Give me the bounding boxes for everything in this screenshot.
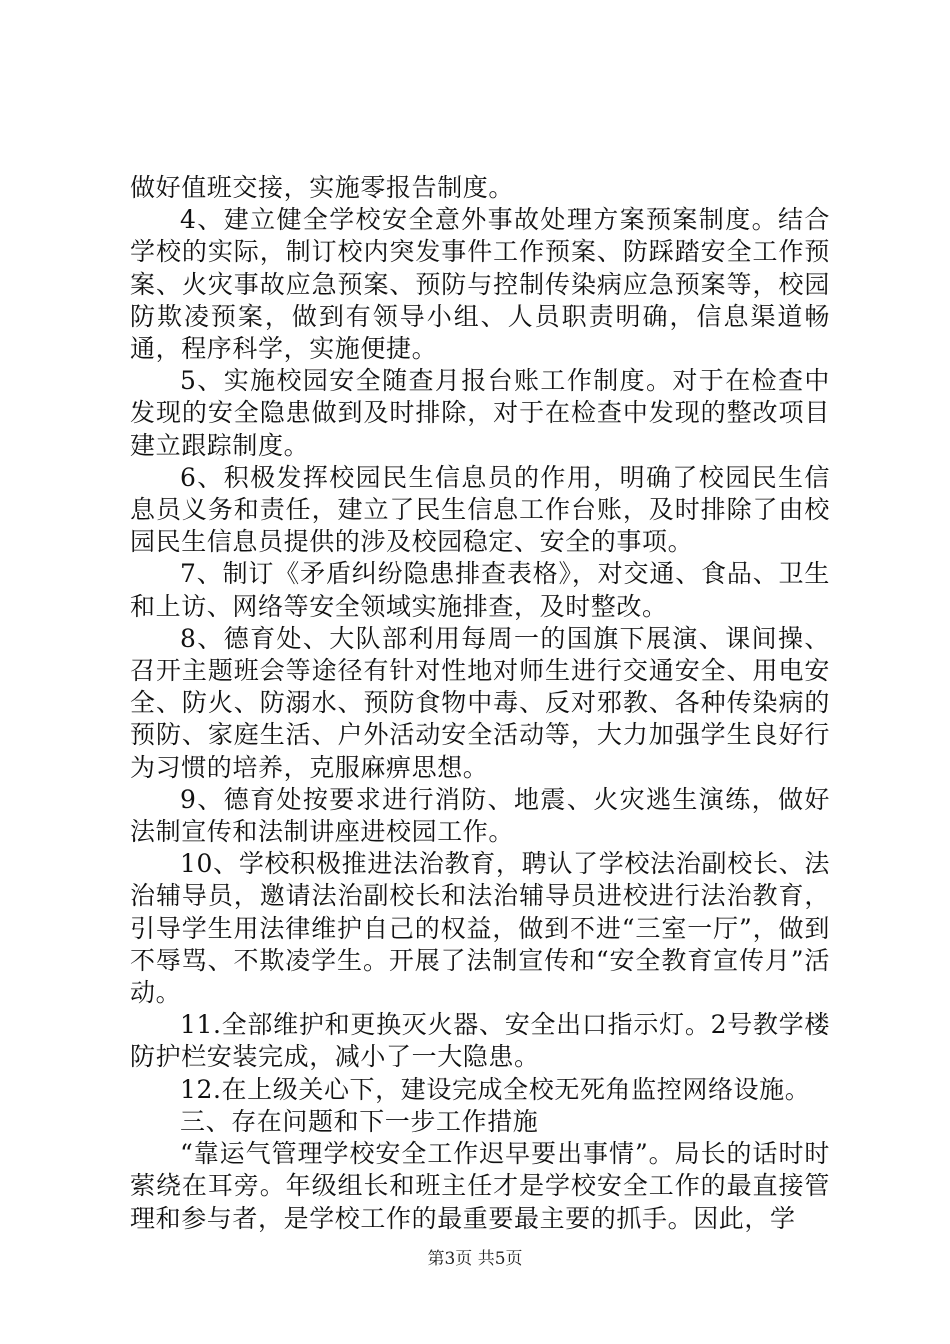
document-body	[130, 172, 830, 1235]
paragraph-3: 5、实施校园安全随查月报台账工作制度。对于在检查中发现的安全隐患做到及时排除，对于在检查中发现的整改项目建立跟踪制度。	[130, 366, 830, 460]
page-number-label: 第3页 共5页	[427, 1249, 523, 1269]
section-heading: 三、存在问题和下一步工作措施	[180, 1106, 539, 1136]
paragraph-6: 8、德育处、大队部利用每周一的国旗下展演、课间操、召开主题班会等途径有针对性地对师生进行交通安全、用电安全、防火、防溺水、预防食物中毒、反对邪教、各种传染病的预防、家庭生活、户外活动安全活动等，大力加强学生良好行为习惯的培养，克服麻痹思想。	[130, 623, 830, 782]
paragraph-8: 10、学校积极推进法治教育，聘认了学校法治副校长、法治辅导员，邀请法治副校长和法治辅导员进校进行法治教育，引导学生用法律维护自己的权益，做到不进“三室一厅”，做到不辱骂、不欺凌学生。开展了法制宣传和“安全教育宣传月”活动。	[130, 849, 830, 1008]
paragraph-4: 6、积极发挥校园民生信息员的作用，明确了校园民生信息员义务和责任，建立了民生信息工作台账，及时排除了由校园民生信息员提供的涉及校园稳定、安全的事项。	[130, 462, 830, 557]
paragraph-2: 4、建立健全学校安全意外事故处理方案预案制度。结合学校的实际，制订校内突发事件工作预案、防踩踏安全工作预案、火灾事故应急预案、预防与控制传染病应急预案等，校园防欺凌预案，做到有领导小组、人员职责明确，信息渠道畅通，程序科学，实施便捷。	[130, 205, 830, 364]
paragraph-7: 9、德育处按要求进行消防、地震、火灾逃生演练，做好法制宣传和法制讲座进校园工作。	[130, 784, 830, 847]
paragraph-11: “靠运气管理学校安全工作迟早要出事情”。局长的话时时萦绕在耳旁。年级组长和班主任才是学校安全工作的最直接管理和参与者，是学校工作的最重要最主要的抓手。因此，学	[130, 1139, 830, 1233]
page-footer	[0, 1244, 950, 1269]
paragraph-10: 12.在上级关心下，建设完成全校无死角监控网络设施。	[180, 1074, 811, 1104]
paragraph-1: 做好值班交接，实施零报告制度。	[130, 173, 515, 202]
paragraph-9: 11.全部维护和更换灭火器、安全出口指示灯。2号教学楼防护栏安装完成，减小了一大隐患。	[130, 1010, 830, 1072]
paragraph-5: 7、制订《矛盾纠纷隐患排查表格》，对交通、食品、卫生和上访、网络等安全领域实施排查，及时整改。	[130, 559, 830, 621]
